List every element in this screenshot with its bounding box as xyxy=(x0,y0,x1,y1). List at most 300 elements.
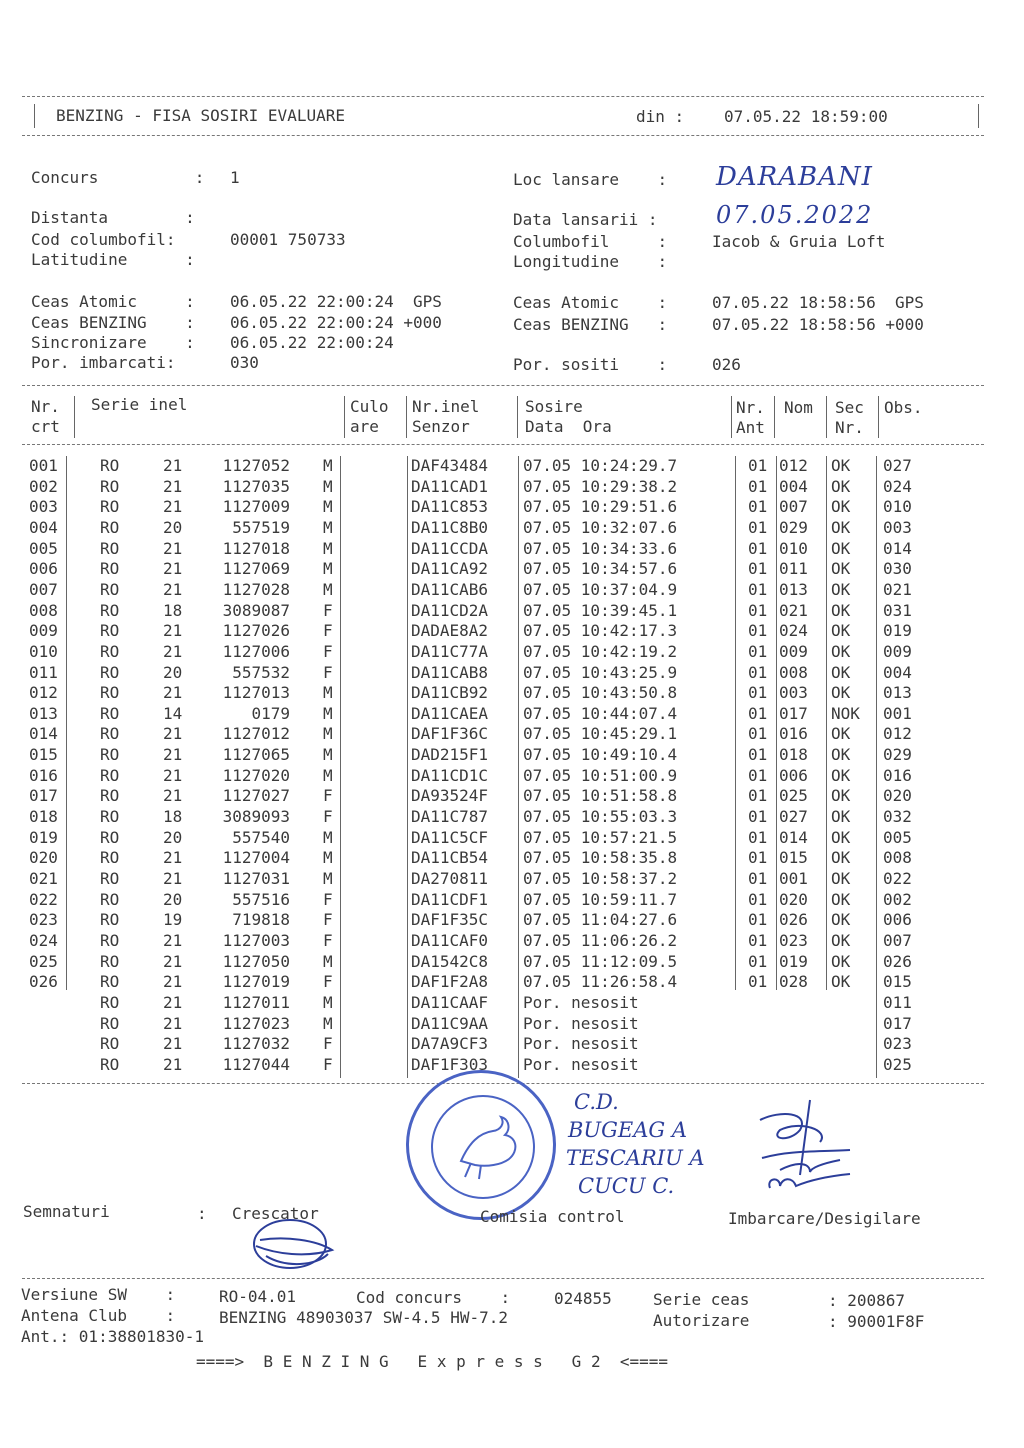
table-row xyxy=(0,869,1024,890)
row-sex: F xyxy=(323,600,333,620)
table-row xyxy=(0,518,1024,539)
row-country: RO xyxy=(100,827,120,847)
data-lansarii-label: Data lansarii : xyxy=(513,210,658,229)
row-security: OK xyxy=(831,848,851,868)
row-antenna: 01 xyxy=(748,910,768,930)
row-nom: 024 xyxy=(779,621,808,641)
row-obs: 006 xyxy=(883,910,912,930)
col-header-obs: Obs. xyxy=(884,398,923,417)
col-header-data-ora: Data Ora xyxy=(525,417,612,436)
table-row xyxy=(0,910,1024,931)
row-ring-number: 1127012 xyxy=(222,724,290,744)
row-country: RO xyxy=(100,662,120,682)
row-sensor-id: DAF1F2A8 xyxy=(411,972,489,992)
row-arrival-time: 07.05 10:44:07.4 xyxy=(523,703,678,723)
row-country: RO xyxy=(100,1054,120,1074)
row-year: 21 xyxy=(163,992,183,1012)
row-country: RO xyxy=(100,579,120,599)
table-row xyxy=(0,890,1024,911)
row-country: RO xyxy=(100,517,120,537)
row-ring-number: 1127032 xyxy=(222,1034,290,1054)
row-antenna: 01 xyxy=(748,951,768,971)
benzing-express-banner: ====> B E N Z I N G E x p r e s s G 2 <==== xyxy=(196,1352,669,1371)
row-country: RO xyxy=(100,683,120,703)
row-country: RO xyxy=(100,641,120,661)
row-security: OK xyxy=(831,724,851,744)
row-obs: 027 xyxy=(883,456,912,475)
row-nom: 016 xyxy=(779,724,808,744)
row-nom: 007 xyxy=(779,497,808,517)
row-ring-number: 1127004 xyxy=(222,848,290,868)
row-sex: F xyxy=(323,621,333,641)
col-header-crt: crt xyxy=(31,417,60,436)
row-sensor-id: DA11CCDA xyxy=(411,538,489,558)
row-nr: 010 xyxy=(29,641,58,661)
table-row xyxy=(0,807,1024,828)
row-nom: 029 xyxy=(779,517,808,537)
table-divider xyxy=(517,396,518,438)
row-security: OK xyxy=(831,930,851,950)
row-security: OK xyxy=(831,662,851,682)
sincronizare-label: Sincronizare : xyxy=(31,333,195,352)
row-sensor-id: DA11CB92 xyxy=(411,683,489,703)
row-antenna: 01 xyxy=(748,827,768,847)
row-year: 21 xyxy=(163,641,183,661)
ceas-atomic-start-label: Ceas Atomic : xyxy=(31,292,195,311)
row-security: OK xyxy=(831,621,851,641)
row-nr: 008 xyxy=(29,600,58,620)
row-security: OK xyxy=(831,972,851,992)
row-antenna: 01 xyxy=(748,786,768,806)
loc-lansare-label: Loc lansare : xyxy=(513,170,668,189)
row-nr: 004 xyxy=(29,517,58,537)
row-sensor-id: DA11CAAF xyxy=(411,992,489,1012)
row-sex: F xyxy=(323,786,333,806)
distanta-label: Distanta : xyxy=(31,208,195,227)
row-sensor-id: DA11CAEA xyxy=(411,703,489,723)
signature-comisia-label: Comisia control xyxy=(480,1207,625,1226)
table-row xyxy=(0,972,1024,993)
row-antenna: 01 xyxy=(748,476,768,496)
row-nr: 022 xyxy=(29,889,58,909)
row-obs: 011 xyxy=(883,992,912,1012)
antena-value: BENZING 48903037 SW-4.5 HW-7.2 xyxy=(219,1308,508,1327)
row-obs: 017 xyxy=(883,1013,912,1033)
row-nr: 003 xyxy=(29,497,58,517)
row-country: RO xyxy=(100,703,120,723)
row-security: OK xyxy=(831,827,851,847)
row-sex: F xyxy=(323,930,333,950)
row-sex: M xyxy=(323,848,333,868)
row-sex: M xyxy=(323,476,333,496)
row-nr: 011 xyxy=(29,662,58,682)
ceas-benzing-end-label: Ceas BENZING : xyxy=(513,315,668,334)
row-year: 21 xyxy=(163,745,183,765)
row-sex: M xyxy=(323,827,333,847)
row-obs: 030 xyxy=(883,559,912,579)
row-nom: 004 xyxy=(779,476,808,496)
signature-imbarcare-label: Imbarcare/Desigilare xyxy=(728,1209,921,1228)
row-sensor-id: DA11CAD1 xyxy=(411,476,489,496)
table-row xyxy=(0,745,1024,766)
row-arrival-time: 07.05 11:06:26.2 xyxy=(523,930,678,950)
imbarcati-value: 030 xyxy=(230,353,259,372)
row-security: OK xyxy=(831,910,851,930)
row-arrival-time: 07.05 10:59:11.7 xyxy=(523,889,678,909)
row-year: 21 xyxy=(163,1034,183,1054)
col-header-culoare-2: are xyxy=(350,417,379,436)
signatures-colon: : xyxy=(197,1204,207,1223)
row-arrival-time: Por. nesosit xyxy=(523,1013,639,1033)
committee-handwritten-4: CUCU C. xyxy=(578,1174,675,1198)
row-year: 21 xyxy=(163,559,183,579)
row-antenna: 01 xyxy=(748,641,768,661)
row-antenna: 01 xyxy=(748,600,768,620)
row-arrival-time: 07.05 10:43:50.8 xyxy=(523,683,678,703)
sositi-value: 026 xyxy=(712,355,741,374)
row-sensor-id: DAD215F1 xyxy=(411,745,489,765)
row-year: 21 xyxy=(163,683,183,703)
row-antenna: 01 xyxy=(748,621,768,641)
row-country: RO xyxy=(100,910,120,930)
concurs-label: Concurs : xyxy=(31,168,205,187)
antena-id: Ant.: 01:38801830-1 xyxy=(21,1327,205,1346)
row-nom: 021 xyxy=(779,600,808,620)
ceas-benzing-end-value: 07.05.22 18:58:56 +000 xyxy=(712,315,924,334)
row-nr: 020 xyxy=(29,848,58,868)
row-security: OK xyxy=(831,786,851,806)
sincronizare-value: 06.05.22 22:00:24 xyxy=(230,333,394,352)
row-nom: 027 xyxy=(779,807,808,827)
row-sensor-id: DA11CDF1 xyxy=(411,889,489,909)
row-sex: M xyxy=(323,517,333,537)
row-obs: 024 xyxy=(883,476,912,496)
row-arrival-time: 07.05 10:32:07.6 xyxy=(523,517,678,537)
row-nom: 018 xyxy=(779,745,808,765)
row-country: RO xyxy=(100,869,120,888)
row-arrival-time: 07.05 10:24:29.7 xyxy=(523,456,678,475)
table-divider xyxy=(344,396,345,438)
report-din-label: din : xyxy=(636,107,685,126)
row-arrival-time: 07.05 10:58:35.8 xyxy=(523,848,678,868)
row-ring-number: 1127006 xyxy=(222,641,290,661)
row-sex: M xyxy=(323,1013,333,1033)
row-nr: 015 xyxy=(29,745,58,765)
row-nom: 020 xyxy=(779,889,808,909)
row-arrival-time: 07.05 10:42:19.2 xyxy=(523,641,678,661)
row-obs: 003 xyxy=(883,517,912,537)
row-sex: M xyxy=(323,951,333,971)
table-divider xyxy=(74,396,75,438)
row-country: RO xyxy=(100,621,120,641)
row-obs: 022 xyxy=(883,869,912,888)
cod-columbofil-value: 00001 750733 xyxy=(230,230,346,249)
row-ring-number: 1127013 xyxy=(222,683,290,703)
row-year: 14 xyxy=(163,703,183,723)
row-nom: 003 xyxy=(779,683,808,703)
row-ring-number: 1127020 xyxy=(222,765,290,785)
row-obs: 012 xyxy=(883,724,912,744)
row-nr: 014 xyxy=(29,724,58,744)
row-sensor-id: DA11C853 xyxy=(411,497,489,517)
row-sensor-id: DAF1F35C xyxy=(411,910,489,930)
row-ring-number: 1127018 xyxy=(222,538,290,558)
row-year: 21 xyxy=(163,972,183,992)
row-country: RO xyxy=(100,848,120,868)
col-header-nr: Nr. xyxy=(31,397,60,416)
row-nr: 026 xyxy=(29,972,58,992)
row-antenna: 01 xyxy=(748,497,768,517)
header-top-rule xyxy=(22,96,984,97)
row-antenna: 01 xyxy=(748,538,768,558)
row-sex: F xyxy=(323,972,333,992)
row-year: 18 xyxy=(163,600,183,620)
pigeon-icon xyxy=(409,1073,559,1223)
row-obs: 002 xyxy=(883,889,912,909)
table-row xyxy=(0,1014,1024,1035)
row-ring-number: 1127052 xyxy=(222,456,290,475)
table-row xyxy=(0,704,1024,725)
row-security: OK xyxy=(831,517,851,537)
row-antenna: 01 xyxy=(748,579,768,599)
table-divider xyxy=(406,396,407,438)
table-row xyxy=(0,559,1024,580)
row-ring-number: 1127069 xyxy=(222,559,290,579)
row-year: 21 xyxy=(163,1054,183,1074)
row-obs: 025 xyxy=(883,1054,912,1074)
row-sex: F xyxy=(323,1034,333,1054)
row-antenna: 01 xyxy=(748,517,768,537)
row-sex: F xyxy=(323,910,333,930)
col-header-serie-inel: Serie inel xyxy=(91,395,188,414)
row-country: RO xyxy=(100,765,120,785)
row-arrival-time: 07.05 10:45:29.1 xyxy=(523,724,678,744)
ceas-benzing-start-value: 06.05.22 22:00:24 +000 xyxy=(230,313,442,332)
row-ring-number: 1127026 xyxy=(222,621,290,641)
row-antenna: 01 xyxy=(748,930,768,950)
table-row xyxy=(0,580,1024,601)
imbarcati-label: Por. imbarcati: xyxy=(31,353,176,372)
row-security: OK xyxy=(831,807,851,827)
row-country: RO xyxy=(100,724,120,744)
row-ring-number: 1127011 xyxy=(222,992,290,1012)
row-arrival-time: 07.05 10:42:17.3 xyxy=(523,621,678,641)
row-nom: 009 xyxy=(779,641,808,661)
row-sex: M xyxy=(323,869,333,888)
row-nr: 009 xyxy=(29,621,58,641)
row-nr: 016 xyxy=(29,765,58,785)
row-nom: 017 xyxy=(779,703,808,723)
table-row xyxy=(0,786,1024,807)
row-arrival-time: 07.05 10:29:38.2 xyxy=(523,476,678,496)
row-security: NOK xyxy=(831,703,860,723)
row-sex: F xyxy=(323,641,333,661)
col-header-nom: Nom xyxy=(784,398,813,417)
row-sensor-id: DA1542C8 xyxy=(411,951,489,971)
table-divider xyxy=(878,396,879,438)
row-security: OK xyxy=(831,683,851,703)
row-ring-number: 1127003 xyxy=(222,930,290,950)
row-arrival-time: 07.05 10:37:04.9 xyxy=(523,579,678,599)
table-row xyxy=(0,724,1024,745)
row-sex: F xyxy=(323,889,333,909)
cod-columbofil-label: Cod columbofil: xyxy=(31,230,176,249)
committee-handwritten-3: TESCARIU A xyxy=(566,1146,705,1170)
ceas-benzing-start-label: Ceas BENZING : xyxy=(31,313,195,332)
table-row xyxy=(0,993,1024,1014)
cod-concurs-label: Cod concurs : xyxy=(356,1288,511,1307)
row-sex: M xyxy=(323,456,333,475)
columbofil-value: Iacob & Gruia Loft xyxy=(712,232,886,251)
col-header-culoare: Culo xyxy=(350,397,389,416)
row-country: RO xyxy=(100,889,120,909)
col-header-nr-ant: Nr. xyxy=(736,398,765,417)
row-sensor-id: DA11CB54 xyxy=(411,848,489,868)
loc-lansare-handwritten: DARABANI xyxy=(716,162,873,192)
row-security: OK xyxy=(831,745,851,765)
row-nom: 023 xyxy=(779,930,808,950)
row-sex: M xyxy=(323,497,333,517)
ceas-atomic-end-label: Ceas Atomic : xyxy=(513,293,668,312)
row-security: OK xyxy=(831,497,851,517)
row-arrival-time: 07.05 10:51:58.8 xyxy=(523,786,678,806)
table-divider xyxy=(826,396,827,438)
row-year: 21 xyxy=(163,869,183,888)
table-row xyxy=(0,931,1024,952)
row-nr: 017 xyxy=(29,786,58,806)
row-obs: 029 xyxy=(883,745,912,765)
row-year: 20 xyxy=(163,889,183,909)
row-year: 21 xyxy=(163,951,183,971)
row-antenna: 01 xyxy=(748,703,768,723)
row-antenna: 01 xyxy=(748,889,768,909)
row-country: RO xyxy=(100,992,120,1012)
row-nr: 024 xyxy=(29,930,58,950)
table-row xyxy=(0,497,1024,518)
row-antenna: 01 xyxy=(748,662,768,682)
row-year: 21 xyxy=(163,765,183,785)
row-sex: M xyxy=(323,538,333,558)
row-country: RO xyxy=(100,559,120,579)
report-timestamp: 07.05.22 18:59:00 xyxy=(724,107,888,126)
row-ring-number: 3089093 xyxy=(222,807,290,827)
row-ring-number: 719818 xyxy=(232,910,290,930)
signature-crescator-label: Crescator xyxy=(232,1204,319,1223)
row-nr: 001 xyxy=(29,456,58,475)
row-nom: 014 xyxy=(779,827,808,847)
row-arrival-time: 07.05 10:49:10.4 xyxy=(523,745,678,765)
row-country: RO xyxy=(100,972,120,992)
row-nom: 006 xyxy=(779,765,808,785)
autorizare-value: : 90001F8F xyxy=(828,1312,925,1331)
committee-handwritten-1: C.D. xyxy=(574,1090,619,1114)
table-row xyxy=(0,766,1024,787)
row-ring-number: 557532 xyxy=(232,662,290,682)
row-obs: 026 xyxy=(883,951,912,971)
row-arrival-time: 07.05 10:34:57.6 xyxy=(523,559,678,579)
row-antenna: 01 xyxy=(748,724,768,744)
row-year: 21 xyxy=(163,579,183,599)
row-nr: 018 xyxy=(29,807,58,827)
row-ring-number: 3089087 xyxy=(222,600,290,620)
row-nom: 013 xyxy=(779,579,808,599)
row-nom: 010 xyxy=(779,538,808,558)
row-sex: M xyxy=(323,559,333,579)
row-obs: 004 xyxy=(883,662,912,682)
row-security: OK xyxy=(831,600,851,620)
row-sensor-id: DA11C77A xyxy=(411,641,489,661)
table-row xyxy=(0,828,1024,849)
row-antenna: 01 xyxy=(748,765,768,785)
row-ring-number: 557540 xyxy=(232,827,290,847)
row-security: OK xyxy=(831,579,851,599)
row-sex: F xyxy=(323,662,333,682)
row-obs: 013 xyxy=(883,683,912,703)
row-nr: 025 xyxy=(29,951,58,971)
row-year: 20 xyxy=(163,662,183,682)
row-nom: 028 xyxy=(779,972,808,992)
row-security: OK xyxy=(831,476,851,496)
row-year: 21 xyxy=(163,930,183,950)
row-sensor-id: DA11C8B0 xyxy=(411,517,489,537)
table-top-rule xyxy=(22,385,984,386)
row-nom: 019 xyxy=(779,951,808,971)
row-country: RO xyxy=(100,600,120,620)
row-nr: 005 xyxy=(29,538,58,558)
row-nr: 002 xyxy=(29,476,58,496)
row-country: RO xyxy=(100,807,120,827)
row-security: OK xyxy=(831,889,851,909)
row-arrival-time: 07.05 10:57:21.5 xyxy=(523,827,678,847)
table-row xyxy=(0,952,1024,973)
row-sensor-id: DA11CAB6 xyxy=(411,579,489,599)
row-nr: 019 xyxy=(29,827,58,847)
row-ring-number: 1127023 xyxy=(222,1013,290,1033)
row-nr: 021 xyxy=(29,869,58,888)
row-sex: M xyxy=(323,765,333,785)
versiune-value: RO-04.01 xyxy=(219,1287,297,1306)
row-antenna: 01 xyxy=(748,683,768,703)
row-country: RO xyxy=(100,745,120,765)
row-security: OK xyxy=(831,951,851,971)
header-bottom-rule xyxy=(22,135,984,136)
row-ring-number: 1127009 xyxy=(222,497,290,517)
row-arrival-time: Por. nesosit xyxy=(523,992,639,1012)
row-sex: M xyxy=(323,703,333,723)
serie-ceas-value: : 200867 xyxy=(828,1291,906,1310)
row-obs: 007 xyxy=(883,930,912,950)
table-header-rule xyxy=(22,444,984,445)
col-header-sec-nr: Nr. xyxy=(835,418,864,437)
table-row xyxy=(0,601,1024,622)
serie-ceas-label: Serie ceas xyxy=(653,1290,750,1309)
row-antenna: 01 xyxy=(748,848,768,868)
row-sensor-id: DA270811 xyxy=(411,869,489,888)
cod-concurs-value: 024855 xyxy=(554,1289,612,1308)
row-sensor-id: DA11CD2A xyxy=(411,600,489,620)
row-security: OK xyxy=(831,559,851,579)
row-antenna: 01 xyxy=(748,807,768,827)
row-ring-number: 1127065 xyxy=(222,745,290,765)
row-year: 19 xyxy=(163,910,183,930)
row-ring-number: 1127044 xyxy=(222,1054,290,1074)
row-nr: 023 xyxy=(29,910,58,930)
row-sensor-id: DA93524F xyxy=(411,786,489,806)
row-sex: F xyxy=(323,807,333,827)
table-row xyxy=(0,848,1024,869)
row-ring-number: 1127031 xyxy=(222,869,290,888)
row-country: RO xyxy=(100,1034,120,1054)
